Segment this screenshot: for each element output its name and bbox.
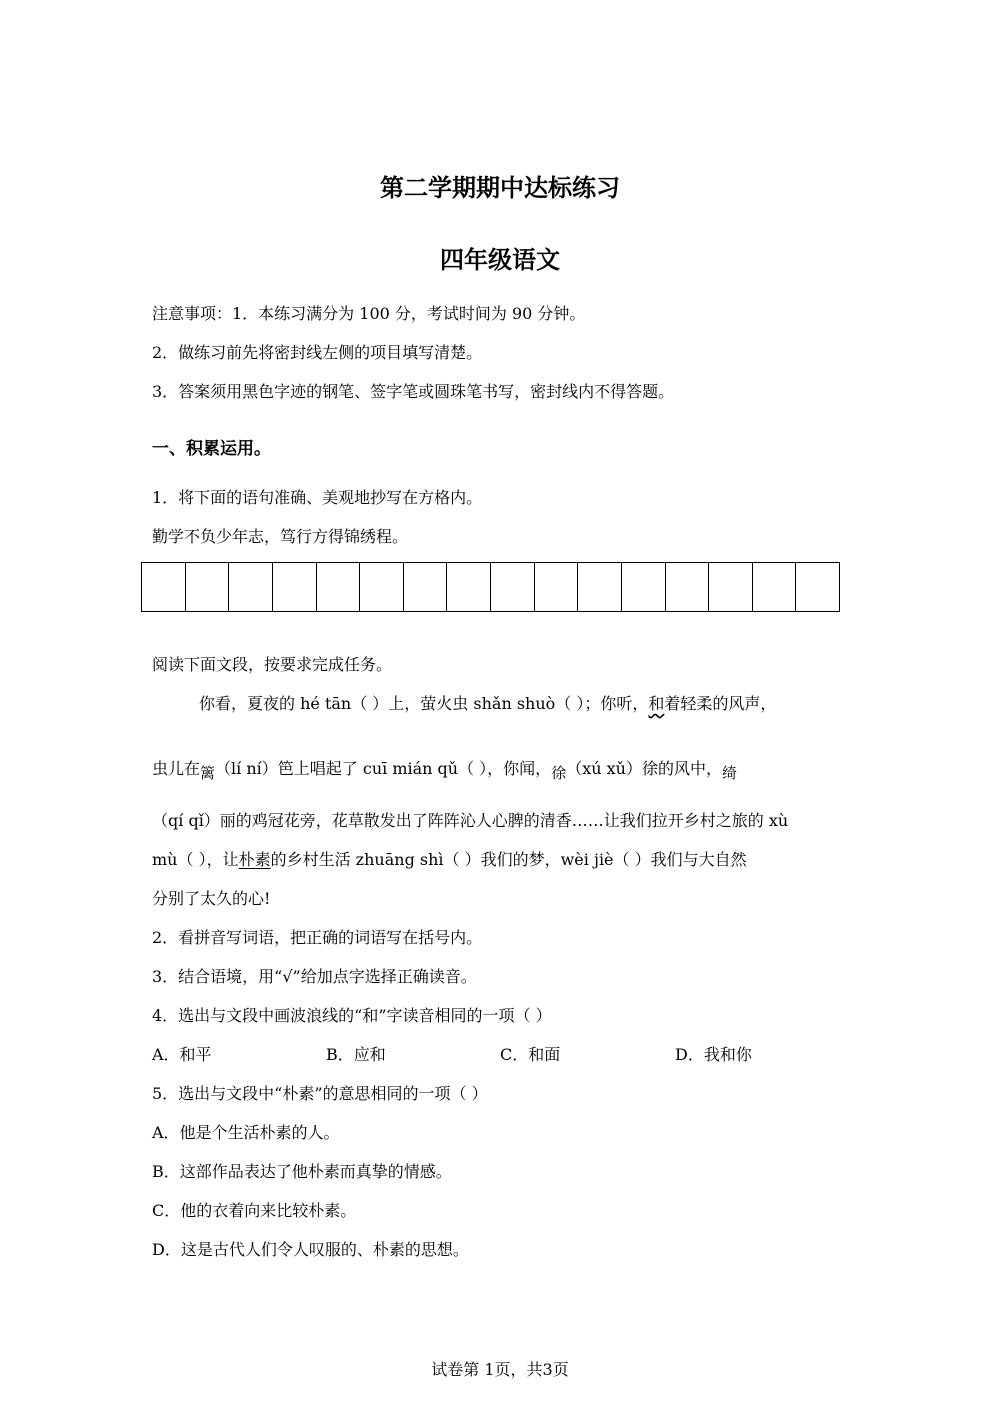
- passage-text: mù（ ），让: [152, 850, 239, 869]
- grid-cell[interactable]: [186, 563, 230, 611]
- copy-sentence: 勤学不负少年志，笃行方得锦绣程。: [152, 527, 409, 546]
- question-3: 3．结合语境，用“√”给加点字选择正确读音。: [152, 967, 477, 986]
- passage-text: （xú xǔ）徐的风中，: [566, 759, 722, 778]
- page-title: 第二学期期中达标练习: [380, 174, 620, 202]
- passage-intro: 阅读下面文段，按要求完成任务。: [152, 655, 393, 674]
- q5-option-b[interactable]: B．这部作品表达了他朴素而真挚的情感。: [152, 1162, 452, 1181]
- passage-line-2: [152, 759, 737, 782]
- passage-text: 你看，夏夜的 hé tān（ ）上，萤火虫 shǎn shuò（ ）；你听，: [199, 694, 649, 713]
- grid-cell[interactable]: [535, 563, 579, 611]
- q5-option-c[interactable]: C．他的衣着向来比较朴素。: [152, 1201, 357, 1220]
- question-1: 1．将下面的语句准确、美观地抄写在方格内。: [152, 488, 483, 507]
- passage-text: （lí ní）笆上唱起了 cuī mián qǔ（ ），你闻，: [215, 759, 552, 778]
- grid-cell[interactable]: [142, 563, 186, 611]
- grid-cell[interactable]: [796, 563, 839, 611]
- grid-cell[interactable]: [273, 563, 317, 611]
- question-2: 2．看拼音写词语，把正确的词语写在括号内。: [152, 928, 483, 947]
- wavy-underlined-char: 和: [648, 694, 665, 713]
- passage-line-5: 分别了太久的心!: [152, 889, 271, 908]
- q4-option-a[interactable]: A．和平: [152, 1045, 212, 1064]
- q5-option-d[interactable]: D．这是古代人们令人叹服的、朴素的思想。: [152, 1240, 469, 1259]
- question-5: 5．选出与文段中“朴素”的意思相同的一项（ ）: [152, 1084, 488, 1103]
- grid-cell[interactable]: [666, 563, 710, 611]
- grid-cell[interactable]: [578, 563, 622, 611]
- grid-cell[interactable]: [622, 563, 666, 611]
- passage-text: 的乡村生活 zhuāng shì（ ）我们的梦，wèi jiè（ ）我们与大自然: [270, 850, 747, 869]
- grid-cell[interactable]: [317, 563, 361, 611]
- passage-text: 着轻柔的风声，: [664, 694, 777, 713]
- passage-text: 虫儿在: [152, 759, 201, 778]
- question-4: 4．选出与文段中画波浪线的“和”字读音相同的一项（ ）: [152, 1006, 552, 1025]
- notes-line-2: 2．做练习前先将密封线左侧的项目填写清楚。: [152, 343, 483, 362]
- grid-cell[interactable]: [491, 563, 535, 611]
- dotted-char: 篱: [200, 764, 216, 782]
- dotted-char: 绮: [721, 764, 737, 782]
- q4-option-d[interactable]: D．我和你: [675, 1045, 752, 1064]
- page-footer: 试卷第 1页，共3页: [431, 1360, 569, 1379]
- q4-option-c[interactable]: C．和面: [500, 1045, 561, 1064]
- grid-cell[interactable]: [447, 563, 491, 611]
- grid-cell[interactable]: [753, 563, 797, 611]
- writing-grid[interactable]: [141, 562, 840, 612]
- notes-line-1: 注意事项：1．本练习满分为 100 分，考试时间为 90 分钟。: [152, 304, 586, 323]
- page-subtitle: 四年级语文: [440, 246, 560, 274]
- passage-line-4: [152, 850, 747, 870]
- passage-line-3: （qí qǐ）丽的鸡冠花旁，花草散发出了阵阵沁人心脾的清香……让我们拉开乡村之旅的 xù: [152, 811, 789, 830]
- notes-line-3: 3．答案须用黑色字迹的钢笔、签字笔或圆珠笔书写，密封线内不得答题。: [152, 382, 675, 401]
- grid-cell[interactable]: [404, 563, 448, 611]
- grid-cell[interactable]: [229, 563, 273, 611]
- grid-cell[interactable]: [360, 563, 404, 611]
- section-heading: 一、积累运用。: [152, 439, 271, 459]
- q5-option-a[interactable]: A．他是个生活朴素的人。: [152, 1123, 340, 1142]
- grid-cell[interactable]: [709, 563, 753, 611]
- underlined-word: 朴素: [238, 850, 271, 869]
- passage-line-1: [199, 694, 776, 714]
- dotted-char: 徐: [551, 764, 567, 782]
- q4-option-b[interactable]: B．应和: [326, 1045, 386, 1064]
